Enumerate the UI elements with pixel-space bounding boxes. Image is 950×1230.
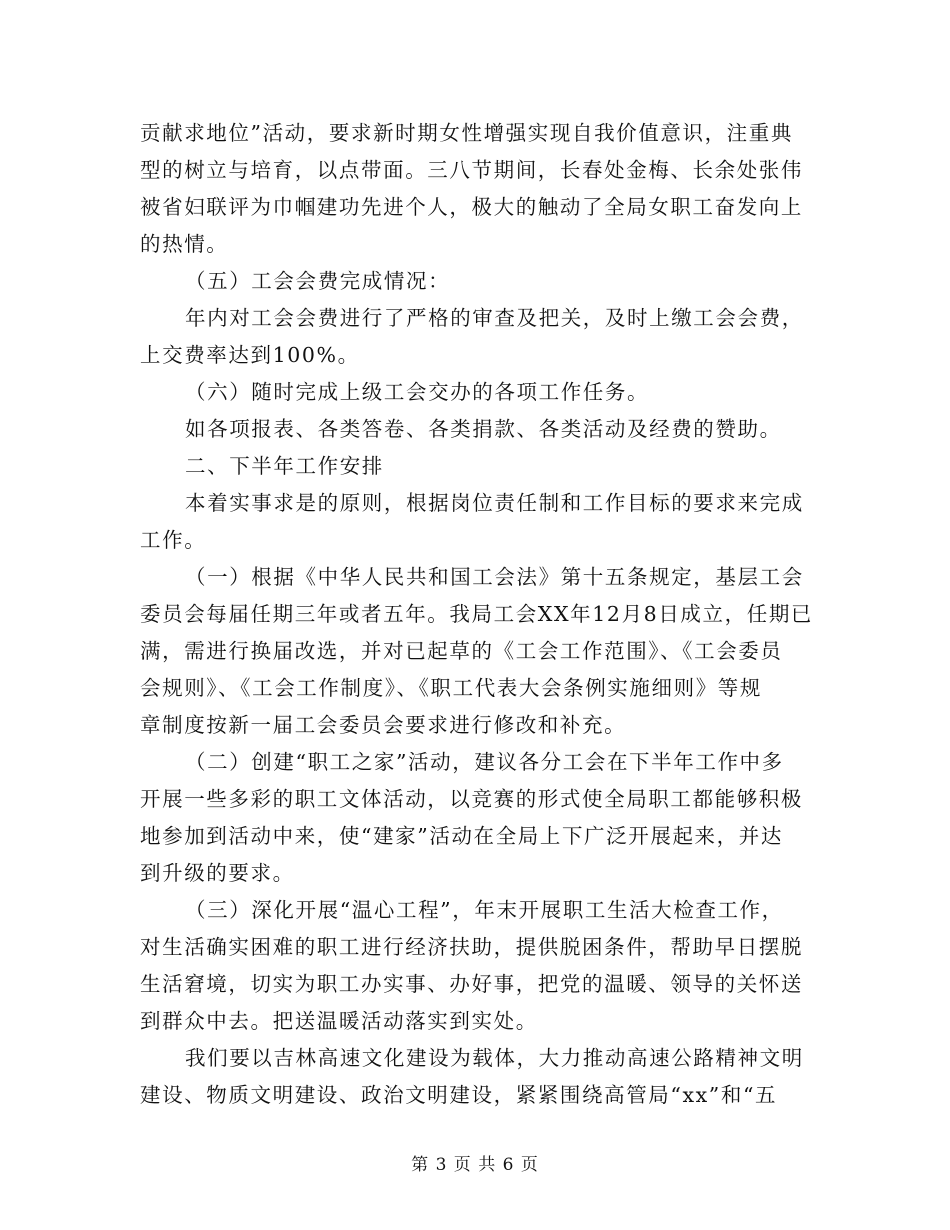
document-body <box>140 115 814 1114</box>
text-line-content: 工作。 <box>140 528 207 552</box>
text-line-content: 贡献求地位”活动，要求新时期女性增强实现自我价值意识，注重典 <box>140 121 793 145</box>
text-line <box>140 892 810 929</box>
text-line-content: 到群众中去。把送温暖活动落实到实处。 <box>140 1009 538 1033</box>
text-line <box>140 929 810 966</box>
text-line <box>140 485 810 522</box>
text-line <box>140 337 810 374</box>
text-line <box>140 115 810 152</box>
text-line-content: 的热情。 <box>140 232 229 256</box>
text-line <box>140 744 810 781</box>
text-line-content: 章制度按新一届工会委员会要求进行修改和补充。 <box>140 713 627 737</box>
text-line-content: 上交费率达到100%。 <box>140 343 360 367</box>
text-line <box>140 781 810 818</box>
text-line-content: （三）深化开展“温心工程”，年末开展职工生活大检查工作， <box>185 898 784 922</box>
text-line-content: 委员会每届任期三年或者五年。我局工会XX年12月8日成立，任期已 <box>140 602 814 626</box>
page-number-footer: 第 3 页 共 6 页 <box>411 1155 539 1175</box>
text-line <box>140 855 810 892</box>
text-line <box>140 707 810 744</box>
text-line <box>140 1040 810 1077</box>
text-line <box>140 670 810 707</box>
section-heading-five <box>140 263 810 300</box>
text-line-content: 会规则》、《工会工作制度》、《职工代表大会条例实施细则》等规 <box>140 676 762 700</box>
text-line-content: 生活窘境，切实为职工办实事、办好事，把党的温暖、领导的关怀送 <box>140 972 803 996</box>
text-line <box>140 522 810 559</box>
text-line <box>140 1077 810 1114</box>
text-line <box>140 966 810 1003</box>
text-line <box>140 226 810 263</box>
text-line <box>140 633 810 670</box>
text-line-content: 型的树立与培育，以点带面。三八节期间，长春处金梅、长余处张伟 <box>140 158 803 182</box>
text-line-content: 二、下半年工作安排 <box>185 454 384 478</box>
text-line-content: （五）工会会费完成情况： <box>185 269 451 293</box>
text-line-content: 被省妇联评为巾帼建功先进个人，极大的触动了全局女职工奋发向上 <box>140 195 803 219</box>
text-line-content: 开展一些多彩的职工文体活动，以竞赛的形式使全局职工都能够积极 <box>140 787 803 811</box>
text-line <box>140 818 810 855</box>
text-line <box>140 300 810 337</box>
text-line <box>140 152 810 189</box>
text-line <box>140 596 814 633</box>
text-line-content: （一）根据《中华人民共和国工会法》第十五条规定，基层工会 <box>185 565 804 589</box>
text-line-content: 到升级的要求。 <box>140 861 295 885</box>
text-line <box>140 411 810 448</box>
section-heading-six <box>140 374 810 411</box>
text-line-content: 本着实事求是的原则，根据岗位责任制和工作目标的要求来完成 <box>185 491 804 515</box>
text-line-content: 对生活确实困难的职工进行经济扶助，提供脱困条件，帮助早日摆脱 <box>140 935 803 959</box>
section-heading-second-half-plan <box>140 448 810 485</box>
text-line <box>140 559 810 596</box>
text-line-content: 如各项报表、各类答卷、各类捐款、各类活动及经费的赞助。 <box>185 417 782 441</box>
text-line-content: 我们要以吉林高速文化建设为载体，大力推动高速公路精神文明 <box>185 1046 804 1070</box>
text-line-content: 满，需进行换届改选，并对已起草的《工会工作范围》、《工会委员 <box>140 639 783 663</box>
text-line-content: （六）随时完成上级工会交办的各项工作任务。 <box>185 380 650 404</box>
text-line <box>140 1003 810 1040</box>
text-line <box>140 189 810 226</box>
text-line-content: （二）创建“职工之家”活动，建议各分工会在下半年工作中多 <box>185 750 784 774</box>
text-line-content: 建设、物质文明建设、政治文明建设，紧紧围绕高管局“xx”和“五 <box>140 1083 778 1107</box>
text-line-content: 年内对工会会费进行了严格的审查及把关，及时上缴工会会费， <box>185 306 804 330</box>
text-line-content: 地参加到活动中来，使“建家”活动在全局上下广泛开展起来，并达 <box>140 824 783 848</box>
